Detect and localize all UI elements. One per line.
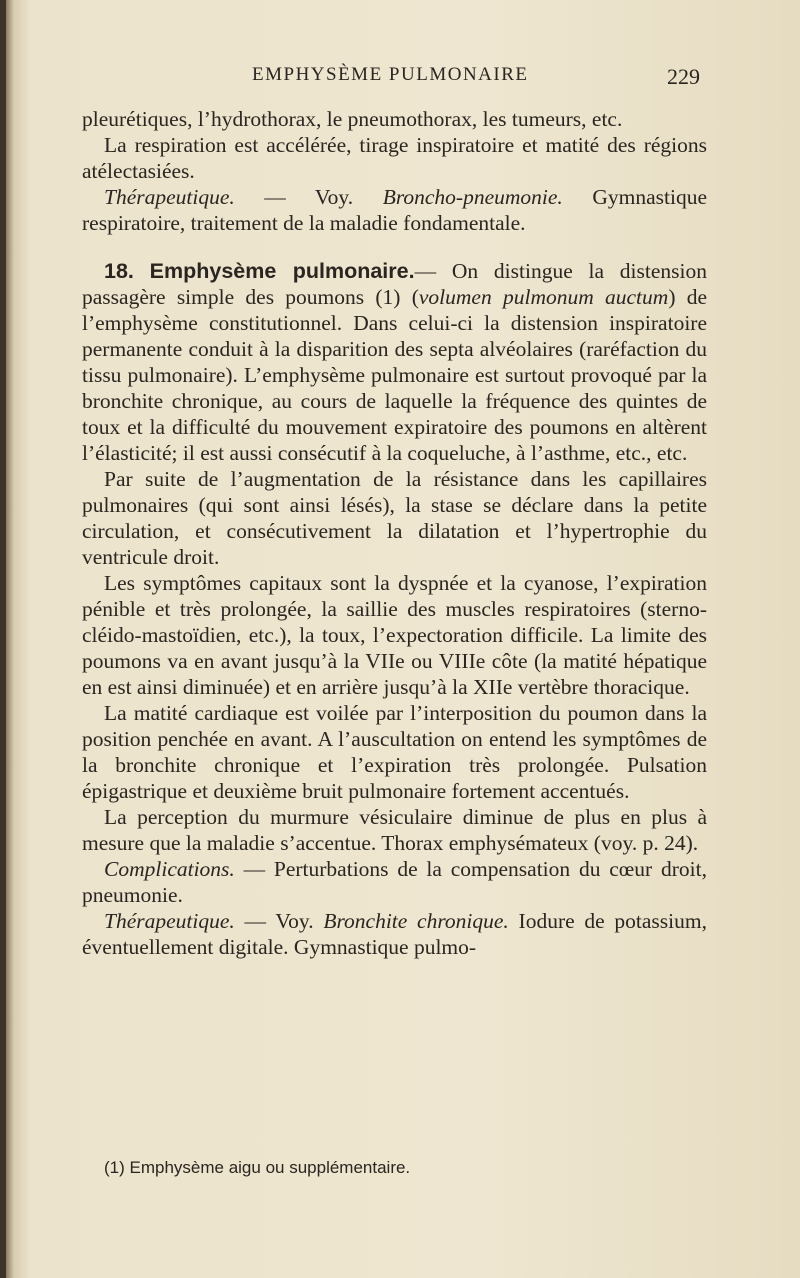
paragraph-respiration: La respiration est accélérée, tirage inspiratoire et matité des régions atélectasiées. (82, 133, 707, 183)
paragraph-therapeutique-1 (82, 184, 707, 236)
section-intro-b: ) de l’emphysème constitutionnel. Dans celui-ci la distension inspiratoire permanente conduit à la disparition des septa alvéolaires (raréfaction du tissu pulmonaire). L’emphysème pulmonaire est surtout provoqué par la bronchite chronique, au cours de laquelle la fréquence des quintes de toux et la difficulté du mouvement expiratoire des poumons en altèrent l’élasticité; il est aussi consécutif à la coqueluche, à l’asthme, etc., etc. (82, 285, 708, 465)
ref-prefix: — Voy. (234, 185, 383, 209)
body-text (82, 106, 707, 960)
ref-bronchite-chronique: Bronchite chronique. (323, 909, 509, 933)
binding-edge (0, 0, 6, 1278)
paragraph-complications (82, 856, 707, 908)
paragraph-murmure: La perception du murmure vésiculaire diminue de plus en plus à mesure que la maladie s’accentue. Thorax emphysémateux (voy. p. 24). (82, 805, 707, 855)
paragraph-matite: La matité cardiaque est voilée par l’interposition du poumon dans la position penchée en avant. A l’auscultation on entend les symptômes de la bronchite chronique et l’expiration très prolongée. Pulsation épigastrique et deuxième bruit pulmonaire fortement accentués. (82, 701, 707, 803)
page-number: 229 (667, 64, 700, 89)
therapeutique-text-2: Iodure de potassium, éventuellement digitale. Gymnastique pulmo- (82, 909, 707, 959)
label-therapeutique: Thérapeutique. (104, 185, 235, 209)
ref-prefix-2: — Voy. (234, 909, 324, 933)
therapeutique-text: Gymnastique respiratoire, traitement de la maladie fondamentale. (82, 185, 707, 235)
paragraph-symptomes: Les symptômes capitaux sont la dyspnée et la cyanose, l’expiration pénible et très prolongée, la saillie des muscles respiratoires (sterno-cléido-mastoïdien, etc.), la toux, l’expectoration difficile. La limite des poumons va en avant jusqu’à la VIIe ou VIIIe côte (la matité hépatique en est ainsi diminuée) et en arrière jusqu’à la XIIe vertèbre thoracique. (82, 571, 707, 699)
section-number: 18. (104, 259, 134, 283)
label-complications: Complications. (104, 857, 235, 881)
section-18-emphyseme (82, 258, 707, 466)
paragraph-therapeutique-2 (82, 908, 707, 960)
running-title: EMPHYSÈME PULMONAIRE (252, 64, 529, 85)
paragraph-continuation: pleurétiques, l’hydrothorax, le pneumothorax, les tumeurs, etc. (82, 107, 623, 131)
latin-term: volumen pulmonum auctum (418, 285, 669, 309)
footnote: (1) Emphysème aigu ou supplémentaire. (104, 1158, 411, 1177)
section-intro-a: — On distingue la distension passagère simple des poumons (1) ( (82, 259, 708, 309)
section-title: Emphysème pulmonaire. (149, 259, 415, 283)
ref-broncho-pneumonie: Broncho-pneumonie. (382, 185, 563, 209)
label-therapeutique-2: Thérapeutique. (104, 909, 235, 933)
page-header (0, 62, 800, 92)
paragraph-stase: Par suite de l’augmentation de la résistance dans les capillaires pulmonaires (qui sont ainsi lésés), la stase se déclare dans la petite circulation, et consécutivement la dilatation et l’hypertrophie du ventricule droit. (82, 467, 707, 569)
complications-text: — Perturbations de la compensation du cœur droit, pneumonie. (82, 857, 707, 907)
